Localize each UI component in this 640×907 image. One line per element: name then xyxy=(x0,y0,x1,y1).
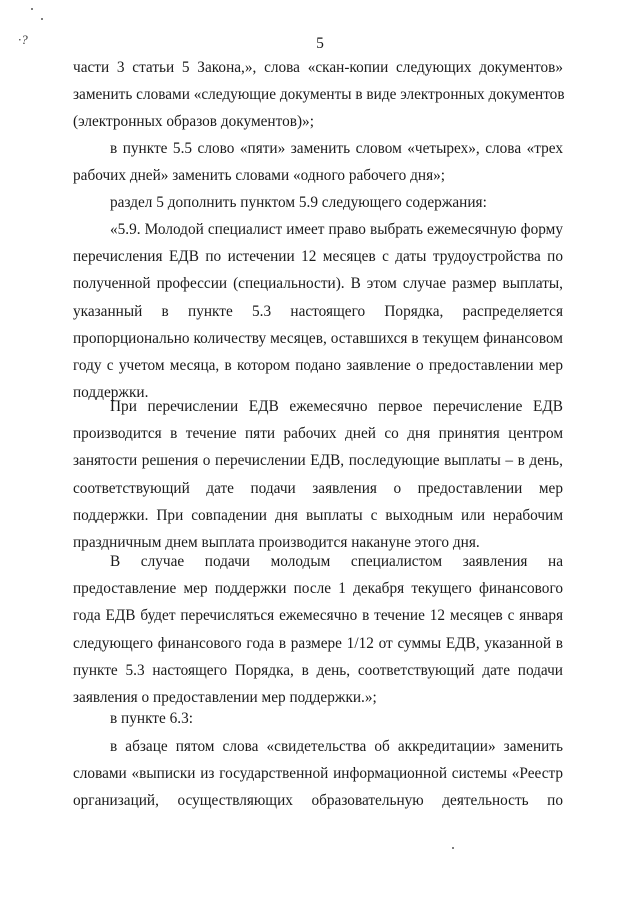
text-line: рабочих дней» заменить словами «одного рабочего дня»; xyxy=(73,167,446,185)
paragraph-point-5-5 xyxy=(73,135,563,189)
text-line: занятости решения о перечислении ЕДВ, последующие выплаты – в день, xyxy=(73,452,563,470)
text-line: «5.9. Молодой специалист имеет право выбрать ежемесячную форму xyxy=(110,221,563,238)
text-line: пропорционально количеству месяцев, оставшихся в текущем финансовом xyxy=(73,329,563,347)
text-line: пункте 5.3 настоящего Порядка, в день, соответствующий дате подачи xyxy=(73,661,563,679)
text-line: словами «выписки из государственной информационной системы «Реестр xyxy=(73,765,563,783)
text-line: в пункте 5.5 слово «пяти» заменить словом «четырех», слова «трех xyxy=(110,140,563,157)
paragraph-section-5 xyxy=(73,189,563,216)
text-line: полученной профессии (специальности). В этом случае размер выплаты, xyxy=(73,275,563,293)
text-line: года ЕДВ будет перечисляться ежемесячно в течение 12 месяцев с января xyxy=(73,607,563,625)
text-line: в пункте 6.3: xyxy=(110,710,193,727)
scan-speck xyxy=(452,847,454,849)
text-line: В случае подачи молодым специалистом заявления на xyxy=(110,553,563,570)
text-line: праздничным днем выплата производится накануне этого дня. xyxy=(73,534,480,552)
text-line: соответствующий дате подачи заявления о предоставлении мер xyxy=(73,479,563,497)
text-line: (электронных образов документов)»; xyxy=(73,113,314,131)
text-line: заявления о предоставлении мер поддержки.»; xyxy=(73,689,377,707)
text-line: производится в течение пяти рабочих дней со дня принятия центром xyxy=(73,425,563,443)
text-line: При перечислении ЕДВ ежемесячно первое перечисление ЕДВ xyxy=(110,398,563,415)
margin-mark: ·? xyxy=(18,32,28,47)
text-line: году с учетом месяца, в котором подано заявление о предоставлении мер xyxy=(73,357,563,375)
paragraph-law-amendment xyxy=(73,54,563,136)
paragraph-point-5-9 xyxy=(73,216,563,406)
paragraph-monthly-transfer xyxy=(73,393,563,556)
text-line: раздел 5 дополнить пунктом 5.9 следующего содержания: xyxy=(110,194,487,211)
text-line: заменить словами «следующие документы в виде электронных документов xyxy=(73,86,565,104)
text-line: части 3 статьи 5 Закона,», слова «скан-копии следующих документов» xyxy=(73,59,563,76)
paragraph-december-application xyxy=(73,548,563,711)
scan-speck xyxy=(31,8,33,10)
text-line: предоставление мер поддержки после 1 декабря текущего финансового xyxy=(73,580,563,598)
paragraph-accreditation xyxy=(73,733,563,815)
text-line: перечисления ЕДВ по истечении 12 месяцев с даты трудоустройства по xyxy=(73,248,563,266)
page-number: 5 xyxy=(316,35,324,52)
text-line: поддержки. xyxy=(73,384,149,402)
text-line: следующего финансового года в размере 1/12 от суммы ЕДВ, указанной в xyxy=(73,634,563,652)
paragraph-point-6-3 xyxy=(73,705,563,732)
text-line: организаций, осуществляющих образовательную деятельность по xyxy=(73,792,563,810)
text-line: в абзаце пятом слова «свидетельства об аккредитации» заменить xyxy=(110,738,563,755)
scan-speck xyxy=(41,18,43,20)
text-line: указанный в пункте 5.3 настоящего Порядка, распределяется xyxy=(73,302,563,320)
text-line: поддержки. При совпадении дня выплаты с выходным или нерабочим xyxy=(73,506,563,524)
